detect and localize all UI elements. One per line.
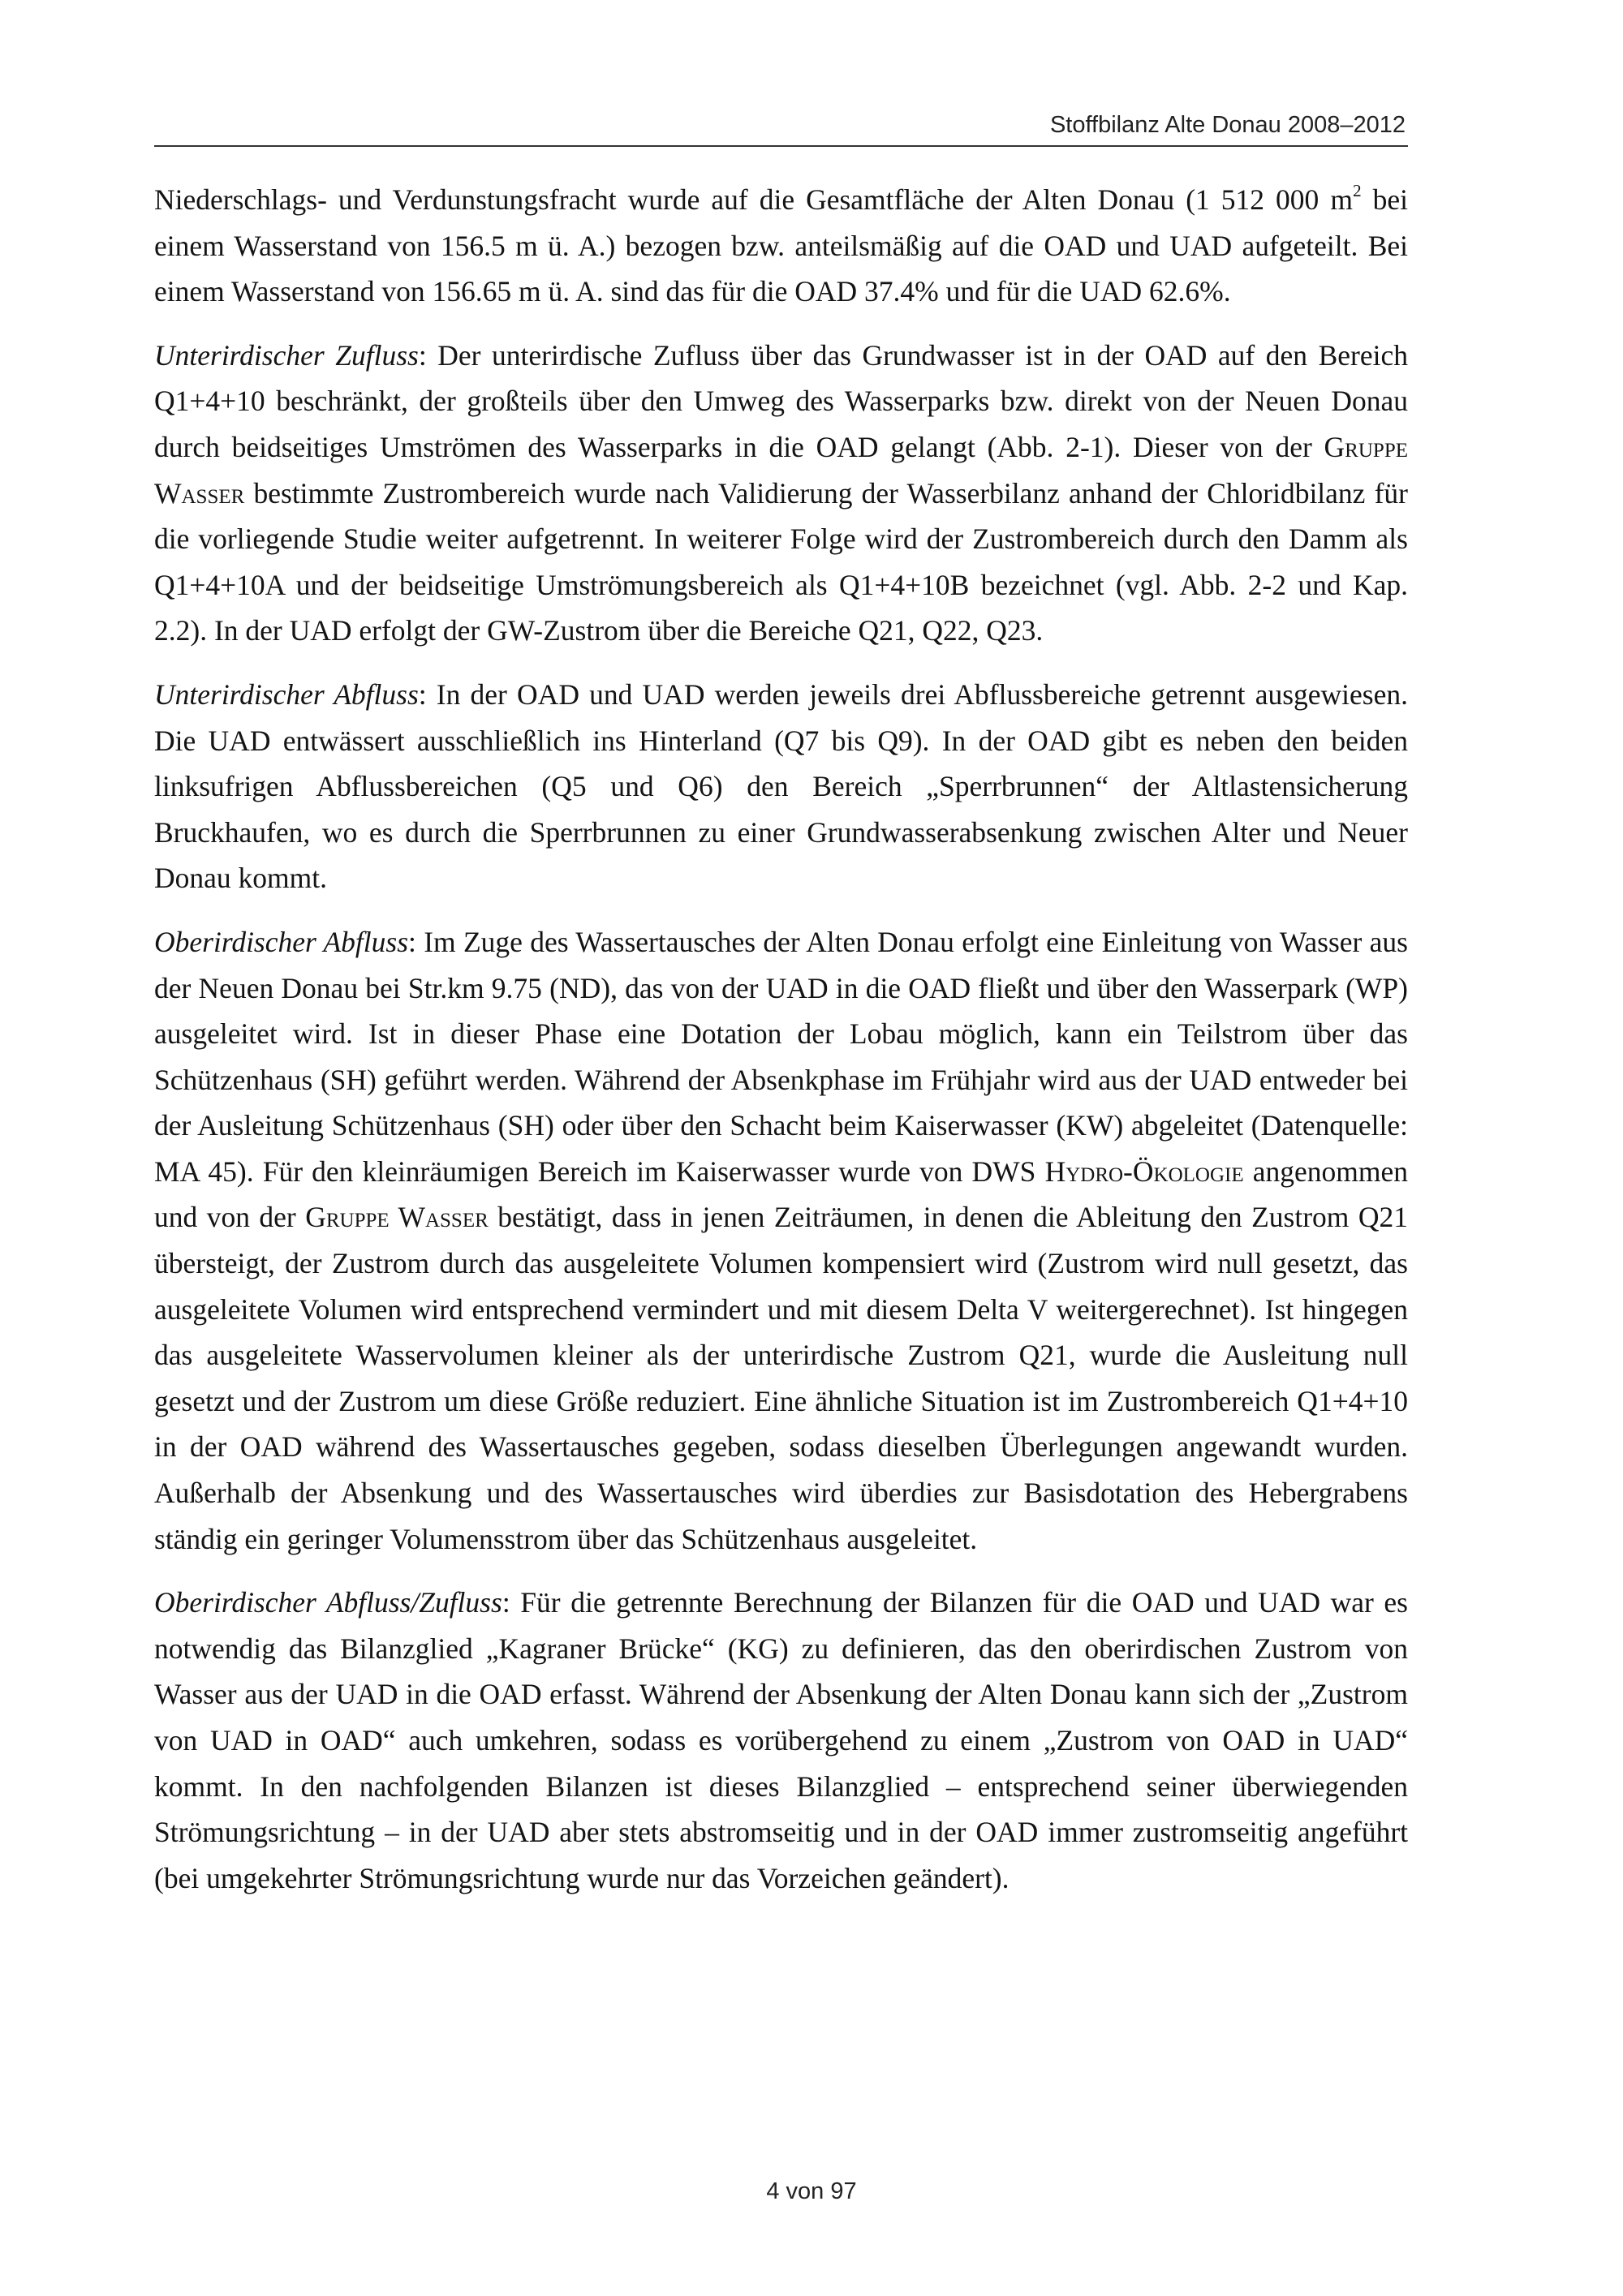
paragraph-surface-outflow [154, 919, 1408, 1562]
paragraph-underground-inflow [154, 333, 1408, 654]
paragraph-precipitation [154, 177, 1408, 315]
paragraph-text: bestätigt, dass in jenen Zeiträumen, in denen die Ableitung den Zustrom Q21 übersteigt, der Zustrom durch das ausgeleitete Volumen kompensiert wird (Zustrom wird null gesetzt, das ausgeleitete Volumen wird entsprechend vermindert und mit diesem Delta V weitergerechnet). Ist hingegen das ausgeleitete Wasservolumen kleiner als der unterirdische Zustrom Q21, wurde die Ausleitung null gesetzt und der Zustrom um diese Größe reduziert. Eine ähnliche Situation ist im Zustrombereich Q1+4+10 in der OAD während des Wassertausches gegeben, sodass dieselben Überlegungen angewandt wurden. Außerhalb der Absenkung und des Wassertausches wird überdies zur Basisdotation des Hebergrabens ständig ein geringer Volumensstrom über das Schützenhaus ausgeleitet. [154, 1201, 1408, 1555]
paragraph-text: : Im Zuge des Wassertausches der Alten Donau erfolgt eine Einleitung von Wasser aus der Neuen Donau bei Str.km 9.75 (ND), das von der UAD in die OAD fließt und über den Wasserpark (WP) ausgeleitet wird. Ist in dieser Phase eine Dotation der Lobau möglich, kann ein Teilstrom über das Schützenhaus (SH) geführt werden. Während der Absenkphase im Frühjahr wird aus der UAD entweder bei der Ausleitung Schützenhaus (SH) oder über den Schacht beim Kaiserwasser (KW) abgeleitet (Datenquelle: MA 45). Für den kleinräumigen Bereich im Kaiserwasser wurde von DWS [154, 925, 1408, 1188]
org-name: Hydro-Ökologie [1044, 1154, 1244, 1188]
paragraph-text: bei einem Wasserstand von 156.5 m ü. A.) bezogen bzw. anteilsmäßig auf die OAD und UAD aufgeteilt. Bei einem Wasserstand von 156.65 m ü. A. sind das für die OAD 37.4% und für die UAD 62.6%. [154, 183, 1408, 308]
org-name: Gruppe Wasser [305, 1201, 489, 1234]
paragraph-underground-outflow [154, 672, 1408, 901]
paragraph-surface-outflow-inflow [154, 1580, 1408, 1901]
paragraph-text: : In der OAD und UAD werden jeweils drei Abflussbereiche getrennt ausgewiesen. Die UAD entwässert ausschließlich ins Hinterland (Q7 bis Q9). In der OAD gibt es neben den beiden linksufrigen Abflussbereichen (Q5 und Q6) den Bereich „Sperrbrunnen“ der Altlastensicherung Bruckhaufen, wo es durch die Sperrbrunnen zu einer Grundwasserabsenkung zwischen Alter und Neuer Donau kommt. [154, 677, 1408, 895]
page-number: 4 von 97 [766, 2178, 857, 2204]
paragraph-text: : Der unterirdische Zufluss über das Grundwasser ist in der OAD auf den Bereich Q1+4+10 beschränkt, der großteils über den Umweg des Wasserparks bzw. direkt von der Neuen Donau durch beidseitiges Umströmen des Wasserparks in die OAD gelangt (Abb. 2-1). Dieser von der [154, 338, 1408, 463]
org-name: Gruppe Wasser [154, 430, 1408, 510]
header-rule [154, 145, 1408, 147]
running-header: Stoffbilanz Alte Donau 2008–2012 [1049, 112, 1406, 138]
paragraph-text: : Für die getrennte Berechnung der Bilanzen für die OAD und UAD war es notwendig das Bilanzglied „Kagraner Brücke“ (KG) zu definieren, das den oberirdischen Zustrom von Wasser aus der UAD in die OAD erfasst. Während der Absenkung der Alten Donau kann sich der „Zustrom von UAD in OAD“ auch umkehren, sodass es vorübergehend zu einem „Zustrom von OAD in UAD“ kommt. In den nachfolgenden Bilanzen ist dieses Bilanzglied – entsprechend seiner überwiegenden Strömungsrichtung – in der UAD aber stets abstromseitig und in der OAD immer zustromseitig angeführt (bei umgekehrter Strömungsrichtung wurde nur das Vorzeichen geändert). [154, 1586, 1408, 1894]
run-in-heading: Unterirdischer Zufluss [154, 338, 419, 372]
paragraph-text: bestimmte Zustrombereich wurde nach Validierung der Wasserbilanz anhand der Chloridbilanz für die vorliegende Studie weiter aufgetrennt. In weiterer Folge wird der Zustrombereich durch den Damm als Q1+4+10A und der beidseitige Umströmungsbereich als Q1+4+10B bezeichnet (vgl. Abb. 2-2 und Kap. 2.2). In der UAD erfolgt der GW-Zustrom über die Bereiche Q21, Q22, Q23. [154, 476, 1408, 647]
run-in-heading: Oberirdischer Abfluss [154, 925, 409, 958]
paragraph-text: angenommen und von der [154, 1154, 1408, 1234]
body-text [154, 177, 1408, 1919]
superscript-2: 2 [1352, 181, 1362, 201]
run-in-heading: Unterirdischer Abfluss [154, 677, 419, 711]
run-in-heading: Oberirdischer Abfluss/Zufluss [154, 1586, 502, 1619]
paragraph-text: Niederschlags- und Verdunstungsfracht wurde auf die Gesamtfläche der Alten Donau (1 512 000 m [154, 183, 1353, 216]
